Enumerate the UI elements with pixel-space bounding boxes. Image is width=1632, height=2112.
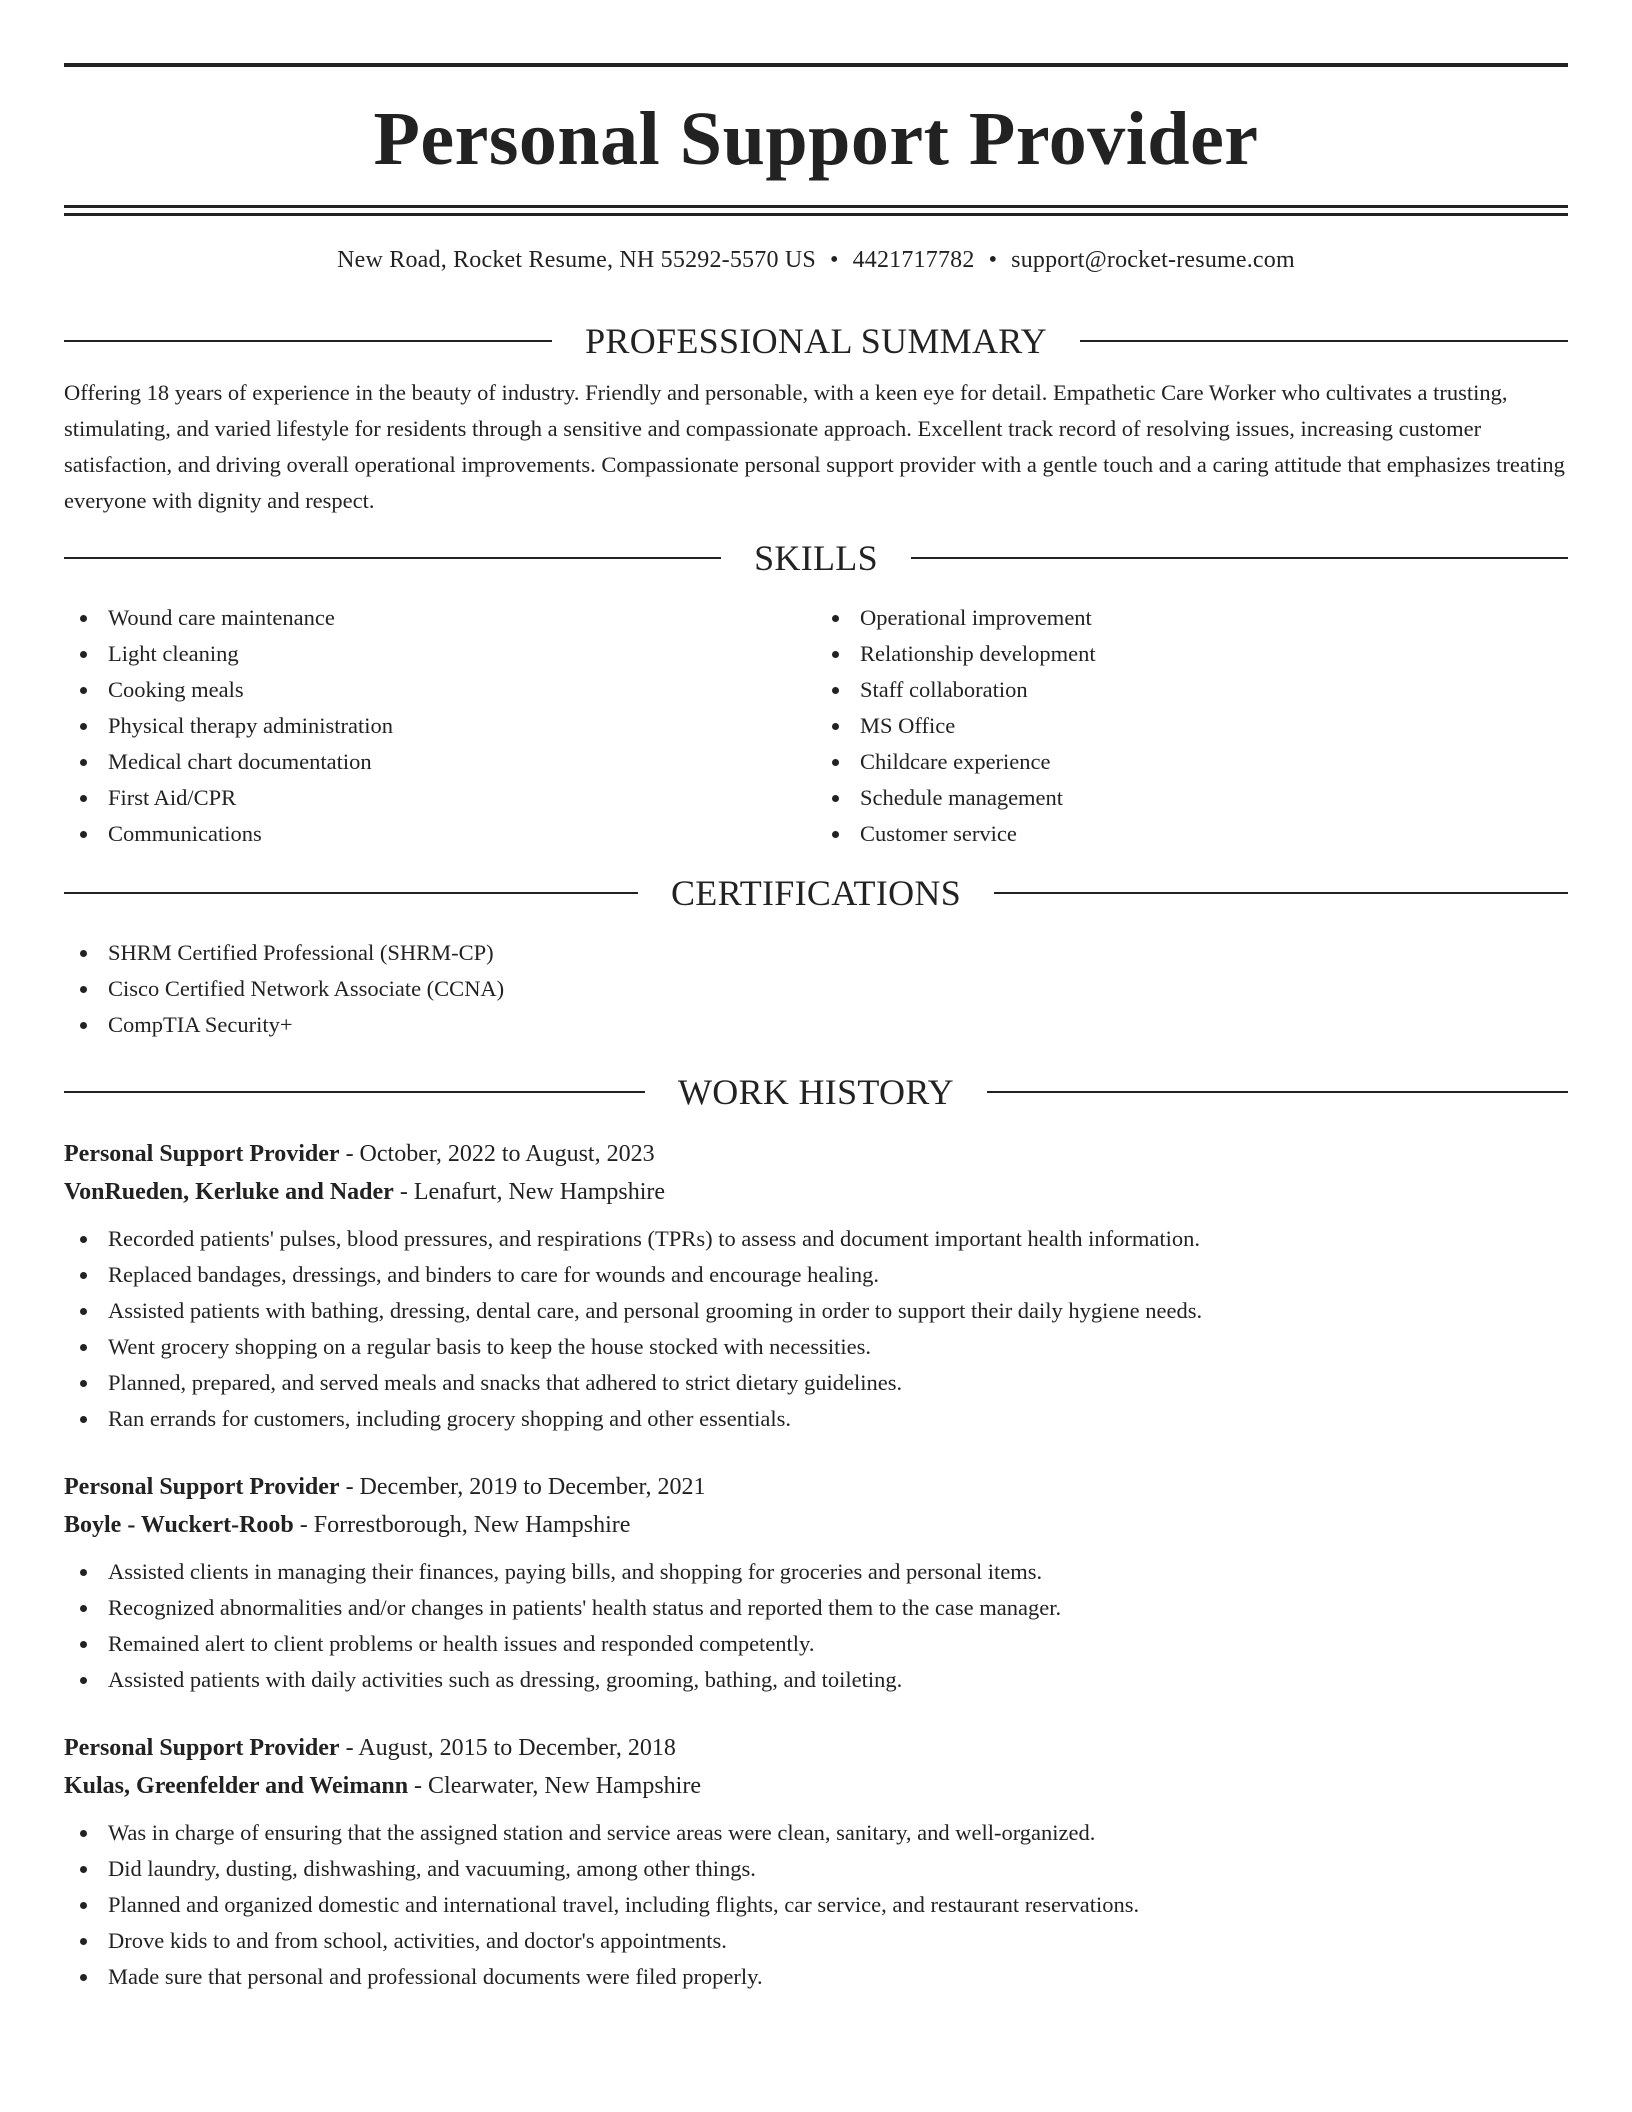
section-header-work — [64, 1072, 1568, 1112]
job-title-line — [64, 1135, 1568, 1173]
job-duty-item: Drove kids to and from school, activities, and doctor's appointments. — [64, 1923, 1568, 1959]
job-duty-item: Went grocery shopping on a regular basis to keep the house stocked with necessities. — [64, 1329, 1568, 1365]
skill-item: Relationship development — [816, 636, 1568, 672]
section-rule — [994, 892, 1568, 894]
resume-page — [64, 0, 1568, 1995]
skill-item: First Aid/CPR — [64, 780, 816, 816]
certifications-list — [64, 935, 1568, 1043]
contact-email: support@rocket-resume.com — [1011, 247, 1295, 273]
job-company-line — [64, 1173, 1568, 1211]
skill-item: Operational improvement — [816, 600, 1568, 636]
job-duty-item: Assisted patients with daily activities such as dressing, grooming, bathing, and toileting. — [64, 1662, 1568, 1698]
certification-item: CompTIA Security+ — [64, 1007, 1568, 1043]
job-duty-item: Made sure that personal and professional documents were filed properly. — [64, 1959, 1568, 1995]
job-dates: - December, 2019 to December, 2021 — [339, 1474, 706, 1500]
skill-item: Childcare experience — [816, 744, 1568, 780]
job-duty-item: Planned, prepared, and served meals and snacks that adhered to strict dietary guidelines. — [64, 1365, 1568, 1401]
contact-phone: 4421717782 — [852, 247, 975, 273]
certification-item: SHRM Certified Professional (SHRM-CP) — [64, 935, 1568, 971]
job-company: VonRueden, Kerluke and Nader — [64, 1179, 394, 1205]
job-duty-item: Assisted patients with bathing, dressing, dental care, and personal grooming in order to support their daily hygiene needs. — [64, 1293, 1568, 1329]
resume-title: Personal Support Provider — [373, 97, 1259, 181]
job-company-line — [64, 1506, 1568, 1544]
section-rule — [64, 557, 721, 559]
contact-address: New Road, Rocket Resume, NH 55292-5570 US — [337, 247, 816, 273]
job-duties-list — [64, 1554, 1568, 1698]
skills-list-right — [816, 600, 1568, 852]
job-title-line — [64, 1729, 1568, 1767]
job-title: Personal Support Provider — [64, 1735, 340, 1761]
section-header-summary — [64, 321, 1568, 361]
job-location: - Clearwater, New Hampshire — [408, 1773, 701, 1799]
contact-separator: • — [988, 247, 998, 273]
section-heading: SKILLS — [754, 538, 878, 578]
job-dates: - October, 2022 to August, 2023 — [339, 1141, 655, 1167]
section-rule — [64, 1091, 645, 1093]
section-rule — [64, 340, 552, 342]
skill-item: Communications — [64, 816, 816, 852]
job-duties-list — [64, 1815, 1568, 1995]
job-duty-item: Recorded patients' pulses, blood pressures, and respirations (TPRs) to assess and document important health information. — [64, 1221, 1568, 1257]
skills-columns — [64, 600, 1568, 852]
job-duty-item: Replaced bandages, dressings, and binders to care for wounds and encourage healing. — [64, 1257, 1568, 1293]
job-company-line — [64, 1767, 1568, 1805]
job-duty-item: Assisted clients in managing their finances, paying bills, and shopping for groceries and personal items. — [64, 1554, 1568, 1590]
skill-item: Medical chart documentation — [64, 744, 816, 780]
job-entry — [64, 1729, 1568, 1995]
skill-item: Wound care maintenance — [64, 600, 816, 636]
section-rule — [64, 892, 638, 894]
job-title-line — [64, 1468, 1568, 1506]
certification-item: Cisco Certified Network Associate (CCNA) — [64, 971, 1568, 1007]
job-duty-item: Ran errands for customers, including grocery shopping and other essentials. — [64, 1401, 1568, 1437]
skills-list-left — [64, 600, 816, 852]
section-header-skills — [64, 538, 1568, 578]
job-duty-item: Remained alert to client problems or health issues and responded competently. — [64, 1626, 1568, 1662]
section-rule — [987, 1091, 1568, 1093]
skill-item: Staff collaboration — [816, 672, 1568, 708]
section-header-certifications — [64, 873, 1568, 913]
job-company: Kulas, Greenfelder and Weimann — [64, 1773, 409, 1799]
job-duty-item: Recognized abnormalities and/or changes in patients' health status and reported them to the case manager. — [64, 1590, 1568, 1626]
job-location: - Lenafurt, New Hampshire — [393, 1179, 666, 1205]
top-rule — [64, 63, 1568, 67]
skill-item: Light cleaning — [64, 636, 816, 672]
section-heading: CERTIFICATIONS — [670, 873, 962, 913]
skill-item: Cooking meals — [64, 672, 816, 708]
section-rule — [911, 557, 1568, 559]
job-duty-item: Was in charge of ensuring that the assigned station and service areas were clean, sanitary, and well-organized. — [64, 1815, 1568, 1851]
contact-line — [64, 244, 1568, 276]
section-rule — [1080, 340, 1568, 342]
job-dates: - August, 2015 to December, 2018 — [339, 1735, 676, 1761]
contact-separator: • — [829, 247, 839, 273]
job-duty-item: Planned and organized domestic and international travel, including flights, car service, and restaurant reservations. — [64, 1887, 1568, 1923]
skill-item: Physical therapy administration — [64, 708, 816, 744]
skill-item: MS Office — [816, 708, 1568, 744]
job-duties-list — [64, 1221, 1568, 1437]
section-heading: WORK HISTORY — [678, 1072, 954, 1112]
job-title: Personal Support Provider — [64, 1474, 340, 1500]
skill-item: Customer service — [816, 816, 1568, 852]
summary-text: Offering 18 years of experience in the beauty of industry. Friendly and personable, with a keen eye for detail. Empathetic Care Worker who cultivates a trusting, stimulating, and varied lifestyle for residents through a sensitive and compassionate approach. Excellent track record of resolving issues, increasing customer satisfaction, and driving overall operational improvements. Compassionate personal support provider with a gentle touch and a caring attitude that emphasizes treating everyone with dignity and respect. — [64, 380, 1565, 513]
job-title: Personal Support Provider — [64, 1141, 340, 1167]
job-company: Boyle - Wuckert-Roob — [64, 1512, 294, 1538]
section-heading: PROFESSIONAL SUMMARY — [585, 321, 1047, 361]
skill-item: Schedule management — [816, 780, 1568, 816]
title-double-rule — [64, 205, 1568, 216]
job-location: - Forrestborough, New Hampshire — [293, 1512, 631, 1538]
job-entry — [64, 1468, 1568, 1698]
job-duty-item: Did laundry, dusting, dishwashing, and vacuuming, among other things. — [64, 1851, 1568, 1887]
job-entry — [64, 1135, 1568, 1437]
